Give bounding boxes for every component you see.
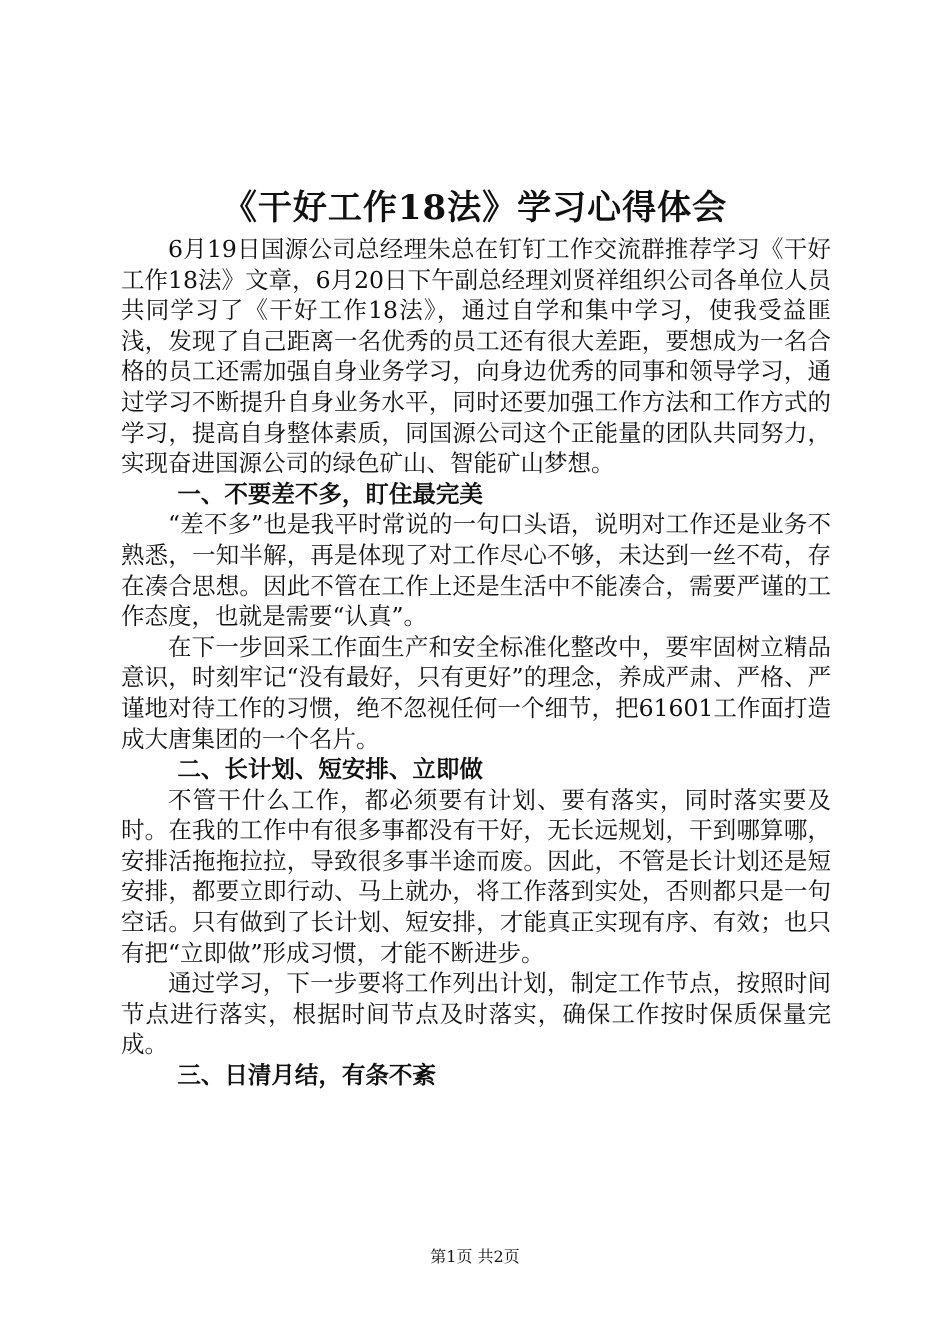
section-2-paragraph-2: 通过学习，下一步要将工作列出计划，制定工作节点，按照时间节点进行落实，根据时间节点及时落实，确保工作按时保质保量完成。 xyxy=(121,969,831,1059)
intro-paragraph: 6月19日国源公司总经理朱总在钉钉工作交流群推荐学习《干好工作18法》文章，6月20日下午副总经理刘贤祥组织公司各单位人员共同学习了《干好工作18法》，通过自学和集中学习，使我受益匪浅，发现了自己距离一名优秀的员工还有很大差距，要想成为一名合格的员工还需加强自身业务学习，向身边优秀的同事和领导学习，通过学习不断提升自身业务水平，同时还要加强工作方法和工作方式的学习，提高自身整体素质，同国源公司这个正能量的团队共同努力，实现奋进国源公司的绿色矿山、智能矿山梦想。 xyxy=(121,235,831,478)
document-title: 《干好工作18法》学习心得体会 xyxy=(222,188,728,228)
section-2-paragraph-1: 不管干什么工作，都必须要有计划、要有落实，同时落实要及时。在我的工作中有很多事都没有干好，无长远规划，干到哪算哪，安排活拖拖拉拉，导致很多事半途而废。因此，不管是长计划还是短安排，都要立即行动、马上就办，将工作落到实处，否则都只是一句空话。只有做到了长计划、短安排，才能真正实现有序、有效；也只有把“立即做”形成习惯，才能不断进步。 xyxy=(121,785,831,967)
section-3-heading: 三、日清月结，有条不紊 xyxy=(177,1061,436,1090)
section-2-heading: 二、长计划、短安排、立即做 xyxy=(177,755,483,784)
section-1-paragraph-2: 在下一步回采工作面生产和安全标准化整改中，要牢固树立精品意识，时刻牢记“没有最好，只有更好”的理念，养成严肃、严格、严谨地对待工作的习惯，绝不忽视任何一个细节，把61601工作面打造成大唐集团的一个名片。 xyxy=(121,632,831,753)
section-1-paragraph-1: “差不多”也是我平时常说的一句口头语，说明对工作还是业务不熟悉，一知半解，再是体现了对工作尽心不够，未达到一丝不苟，存在凑合思想。因此不管在工作上还是生活中不能凑合，需要严谨的工作态度，也就是需要“认真”。 xyxy=(121,510,831,631)
page-footer: 第1页 共2页 xyxy=(430,1247,520,1266)
document-body xyxy=(121,234,831,1091)
section-1-heading: 一、不要差不多，盯住最完美 xyxy=(177,479,483,508)
